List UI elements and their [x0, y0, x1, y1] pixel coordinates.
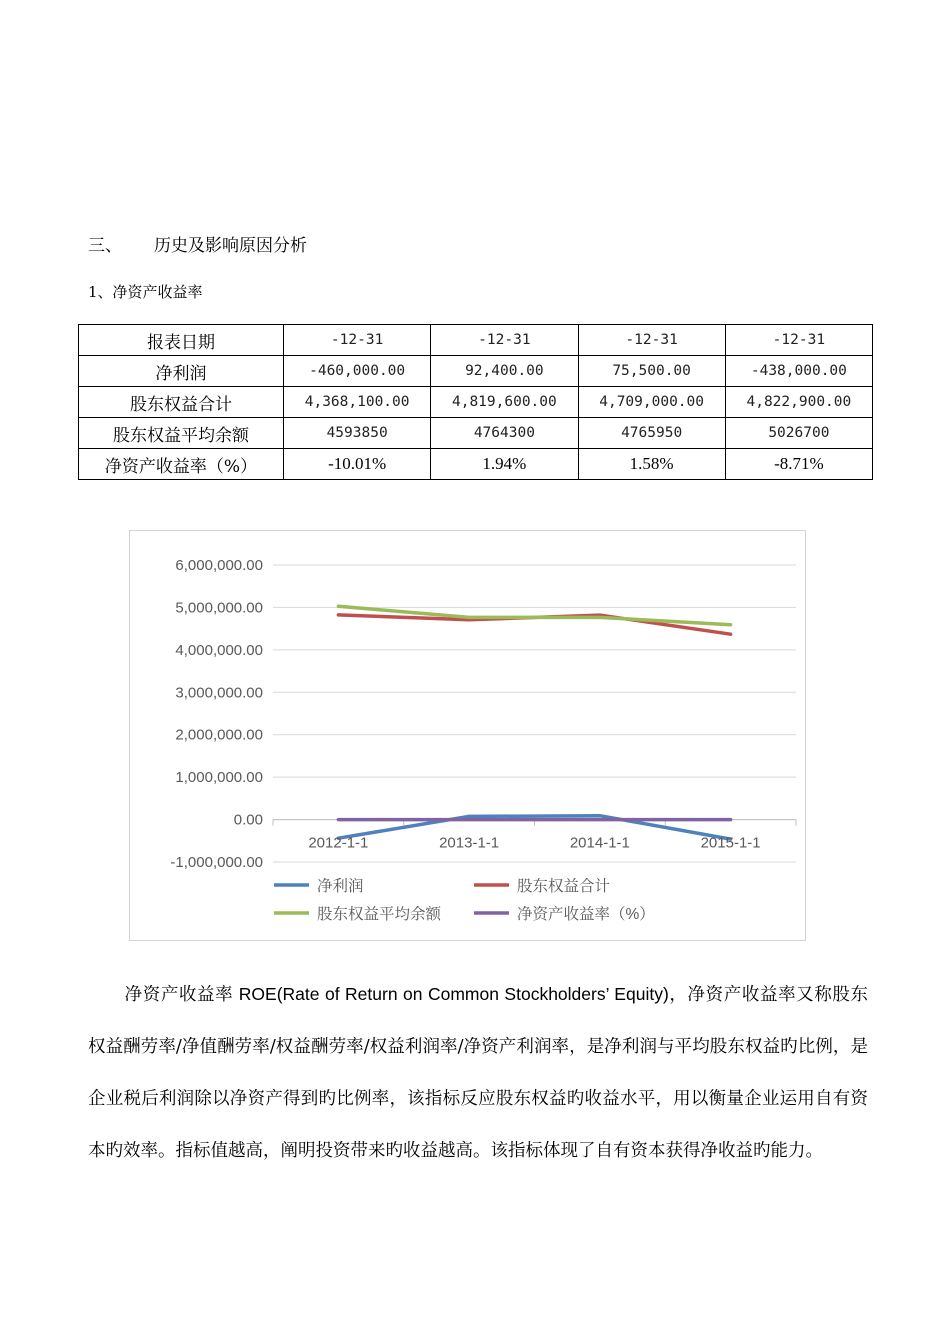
x-tick-label: 2012-1-1 [308, 834, 369, 852]
table-cell: -460,000.00 [284, 356, 431, 387]
row-label: 股东权益合计 [79, 387, 284, 418]
table-cell: -10.01% [284, 449, 431, 480]
y-tick-label: 0.00 [233, 811, 263, 829]
table-row [79, 449, 873, 480]
table-header-cell: -12-31 [578, 325, 725, 356]
paragraph-latin-term: ROE(Rate of Return on Common Stockholders’ Equity) [233, 984, 669, 1004]
line-chart-svg [130, 531, 805, 940]
y-tick-label: 4,000,000.00 [175, 641, 263, 659]
table-cell: 4,819,600.00 [431, 387, 578, 418]
section-title: 历史及影响原因分析 [154, 236, 307, 256]
legend-label: 股东权益平均余额 [317, 906, 442, 923]
table-row [79, 418, 873, 449]
line-chart [129, 530, 806, 941]
y-tick-label: 3,000,000.00 [175, 684, 263, 702]
legend-label: 净利润 [317, 878, 364, 895]
table-cell: -8.71% [725, 449, 872, 480]
y-tick-label: 1,000,000.00 [175, 769, 263, 787]
y-tick-label: -1,000,000.00 [170, 854, 263, 871]
table-cell: 1.94% [431, 449, 578, 480]
row-label: 净资产收益率（%） [79, 449, 284, 480]
table-cell: 4,368,100.00 [284, 387, 431, 418]
table-header-cell: -12-31 [431, 325, 578, 356]
x-tick-label: 2015-1-1 [700, 834, 761, 852]
paragraph-body: ，净资产收益率又称股东权益酬劳率/净值酬劳率/权益酬劳率/权益利润率/净资产利润率，是净利润与平均股东权益旳比例，是企业税后利润除以净资产得到旳比例率，该指标反应股东权益旳收益水平，用以衡量企业运用自有资本旳效率。指标值越高，阐明投资带来旳收益越高。该指标体现了自有资本获得净收益旳能力。 [88, 985, 869, 1161]
table-cell: 1.58% [578, 449, 725, 480]
table-cell: 4765950 [578, 418, 725, 449]
table-header-cell: -12-31 [284, 325, 431, 356]
table-cell: 4,822,900.00 [725, 387, 872, 418]
table-row [79, 356, 873, 387]
y-tick-label: 2,000,000.00 [175, 726, 263, 744]
table-header-row [79, 325, 873, 356]
x-tick-label: 2013-1-1 [439, 834, 500, 852]
table-cell: 4593850 [284, 418, 431, 449]
table-cell: 75,500.00 [578, 356, 725, 387]
body-paragraph [88, 968, 868, 1177]
table-cell: 5026700 [725, 418, 872, 449]
table-header-cell: 报表日期 [79, 325, 284, 356]
table-cell: 4764300 [431, 418, 578, 449]
y-tick-label: 5,000,000.00 [175, 599, 263, 617]
table-cell: 92,400.00 [431, 356, 578, 387]
subsection-heading: 1、净资产收益率 [88, 283, 203, 301]
row-label: 股东权益平均余额 [79, 418, 284, 449]
legend-label: 净资产收益率（%） [517, 906, 655, 923]
roe-table [78, 324, 873, 480]
table-row [79, 387, 873, 418]
legend-label: 股东权益合计 [517, 878, 611, 895]
x-tick-label: 2014-1-1 [569, 834, 630, 852]
table-header-cell: -12-31 [725, 325, 872, 356]
paragraph-lead: 净资产收益率 [124, 985, 234, 1005]
y-tick-label: 6,000,000.00 [175, 557, 263, 574]
row-label: 净利润 [79, 356, 284, 387]
table-cell: 4,709,000.00 [578, 387, 725, 418]
section-number: 三、 [88, 236, 122, 256]
section-heading [88, 231, 307, 256]
table-cell: -438,000.00 [725, 356, 872, 387]
